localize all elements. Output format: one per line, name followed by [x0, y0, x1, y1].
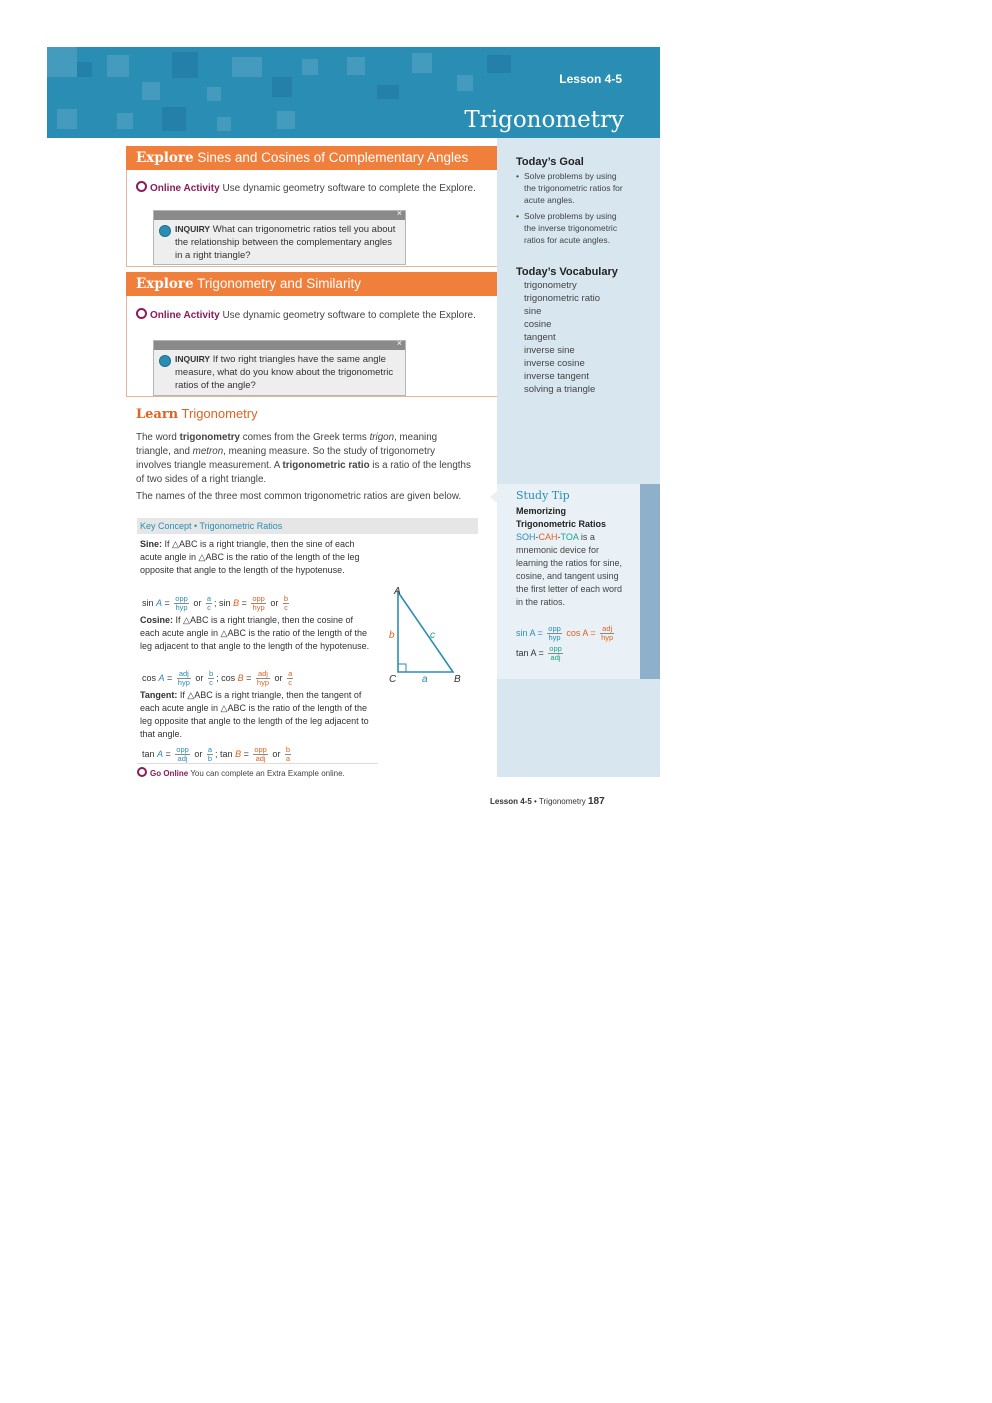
triangle-shape: [398, 592, 453, 672]
tangent-definition: Tangent: If △ABC is a right triangle, then the tangent of each acute angle in △ABC is the ratio of the length of the leg opposite that angle to the length of the leg adjacent to that angle.: [140, 690, 369, 739]
inquiry-question: If two right triangles have the same angle measure, what do you know about the trigonometric ratios of the angle?: [175, 354, 394, 391]
online-activity-icon: [136, 181, 147, 192]
key-concept-heading: Key Concept • Trigonometric Ratios: [137, 518, 478, 534]
online-activity-1: Online Activity Use dynamic geometry software to complete the Explore.: [136, 181, 481, 196]
inquiry-icon: [159, 225, 171, 237]
header-pattern: [77, 62, 92, 77]
mnemonic-cah: CAH: [538, 532, 558, 542]
right-triangle-diagram: [383, 580, 473, 690]
vocabulary-list: [524, 279, 600, 396]
inquiry-box-1: [153, 210, 406, 265]
header-pattern: [207, 87, 221, 101]
side-label-c: c: [430, 630, 435, 641]
vocab-item: tangent: [524, 332, 556, 343]
fraction: $\frac{\text{adj}}{\text{hyp}}$: [601, 624, 614, 642]
section-rule: [126, 170, 127, 266]
side-label-a: a: [422, 674, 428, 685]
vertex-label-c: C: [389, 674, 397, 685]
header-pattern: [302, 59, 318, 75]
goal-item: • Solve problems by using the inverse trigonometric ratios for acute angles.: [516, 210, 626, 246]
vocab-item: trigonometry: [524, 280, 577, 291]
online-activity-icon: [136, 308, 147, 319]
inquiry-icon: [159, 355, 171, 367]
close-icon[interactable]: ×: [396, 338, 402, 348]
mnemonic-toa: TOA: [560, 532, 579, 542]
inquiry-label: INQUIRY: [175, 224, 211, 234]
tip-sin-formula: sin A = $\frac{\text{opp}}{\text{hyp}}$ cos A = $\frac{\text{adj}}{\text{hyp}}$: [516, 624, 614, 642]
online-activity-link[interactable]: Online Activity: [150, 183, 220, 194]
online-activity-link[interactable]: Online Activity: [150, 310, 220, 321]
online-activity-2: Online Activity Use dynamic geometry software to complete the Explore.: [136, 308, 481, 323]
vocab-item: inverse sine: [524, 345, 575, 356]
lesson-number: Lesson 4-5: [559, 72, 622, 86]
header-pattern: [172, 52, 198, 78]
vocab-item: sine: [524, 306, 542, 317]
side-label-b: b: [389, 630, 395, 641]
page-number: 187: [587, 796, 605, 807]
todays-vocabulary-title: Today’s Vocabulary: [516, 266, 618, 278]
explore-label: Explore: [136, 276, 194, 292]
key-concept-bottom-rule: [137, 763, 378, 764]
header-pattern: [487, 55, 511, 73]
fraction: $\frac{\text{opp}}{\text{adj}}$: [549, 644, 562, 662]
inquiry-box-2: [153, 340, 406, 396]
right-angle-marker: [398, 664, 406, 672]
todays-goal-title: Today’s Goal: [516, 156, 584, 168]
learn-heading: [136, 406, 258, 422]
footer-lesson: Lesson 4-5: [490, 797, 532, 806]
header-pattern: [277, 111, 295, 129]
vocab-item: solving a triangle: [524, 384, 596, 395]
sine-definition: Sine: If △ABC is a right triangle, then the sine of each acute angle in △ABC is the ratio of the length of the leg opposite that angle to the length of the hypotenuse.: [140, 539, 360, 575]
goal-item: • Solve problems by using the trigonometric ratios for acute angles.: [516, 170, 626, 206]
tangent-formula: tan A = $\frac{\text{opp}}{\text{adj}}$ or $\frac{a}{b}$ ; tan B = $\frac{\text{opp}}{\text{adj}}$ or $\frac{b}{a}$: [142, 745, 291, 763]
vocab-item: inverse tangent: [524, 371, 589, 382]
sine-formula: sin A = $\frac{\text{opp}}{\text{hyp}}$ or $\frac{a}{c}$ ; sin B = $\frac{\text{opp}}{\text{hyp}}$ or $\frac{b}{c}$: [142, 594, 289, 612]
header-pattern: [47, 47, 77, 77]
vocab-item: inverse cosine: [524, 358, 585, 369]
header-pattern: [272, 77, 292, 97]
sidebar: [497, 138, 660, 777]
page-title: Trigonometry: [464, 107, 624, 133]
learn-paragraph-1: The word trigonometry comes from the Greek terms trigon, meaning triangle, and metron, meaning measure. So the study of trigonometry involves triangle measurement. A trigonometric ratio is a ratio of the lengths of two sides of a right triangle.: [136, 432, 471, 485]
study-tip-accent-bar: [640, 484, 660, 679]
vocab-item: cosine: [524, 319, 552, 330]
header-pattern: [162, 107, 186, 131]
section-divider: [126, 396, 497, 397]
inquiry-question: What can trigonometric ratios tell you about the relationship between the complementary angles in a right triangle?: [175, 224, 396, 261]
tip-tan-formula: tan A = $\frac{\text{opp}}{\text{adj}}$: [516, 644, 562, 662]
lesson-header: [47, 47, 660, 138]
study-tip: [497, 484, 640, 679]
explore-header-similarity: [126, 272, 497, 296]
header-pattern: [412, 53, 432, 73]
explore-title: Sines and Cosines of Complementary Angles: [197, 150, 469, 165]
header-pattern: [107, 55, 129, 77]
header-pattern: [117, 113, 133, 129]
mnemonic-soh: SOH: [516, 532, 536, 542]
header-pattern: [377, 85, 399, 99]
go-online-note: Go Online You can complete an Extra Example online.: [137, 767, 345, 778]
explore-title: Trigonometry and Similarity: [197, 276, 361, 291]
page-footer: Lesson 4-5 • Trigonometry 187: [490, 796, 605, 807]
learn-label: Learn: [136, 407, 179, 422]
learn-paragraph-2: The names of the three most common trigonometric ratios are given below.: [136, 491, 462, 502]
study-tip-subtitle: Memorizing Trigonometric Ratios: [516, 506, 607, 529]
inquiry-label: INQUIRY: [175, 354, 211, 364]
vertex-label-a: A: [394, 586, 401, 597]
header-pattern: [57, 109, 77, 129]
go-online-link[interactable]: Go Online: [150, 769, 189, 778]
explore-header-complementary: [126, 146, 497, 170]
fraction: $\frac{\text{opp}}{\text{hyp}}$: [548, 624, 561, 642]
header-pattern: [142, 82, 160, 100]
close-icon[interactable]: ×: [396, 208, 402, 218]
header-pattern: [347, 57, 365, 75]
study-tip-body: is a mnemonic device for learning the ratios for sine, cosine, and tangent using the first letter of each word in the ratios.: [516, 532, 623, 607]
vocab-item: trigonometric ratio: [524, 293, 601, 304]
section-rule: [126, 296, 127, 396]
cosine-definition: Cosine: If △ABC is a right triangle, then the cosine of each acute angle in △ABC is the ratio of the length of the leg adjacent to that angle to the length of the hypotenuse.: [140, 615, 370, 651]
section-divider: [126, 266, 497, 267]
header-pattern: [217, 117, 231, 131]
goal-list: [516, 170, 626, 250]
cosine-formula: cos A = $\frac{\text{adj}}{\text{hyp}}$ or $\frac{b}{c}$ ; cos B = $\frac{\text{adj}}{\text{hyp}}$ or $\frac{a}{c}$: [142, 669, 293, 687]
footer-topic: Trigonometry: [538, 797, 586, 806]
vertex-label-b: B: [454, 674, 461, 685]
go-online-icon: [137, 767, 147, 777]
header-pattern: [457, 75, 473, 91]
header-pattern: [232, 57, 262, 77]
learn-title: Trigonometry: [181, 406, 258, 421]
study-tip-text: SOH-CAH-TOA is a mnemonic device for learning the ratios for sine, cosine, and tangent using the first letter of each word in the ratios.: [516, 532, 623, 607]
explore-label: Explore: [136, 150, 194, 166]
study-tip-title: Study Tip: [516, 489, 570, 502]
